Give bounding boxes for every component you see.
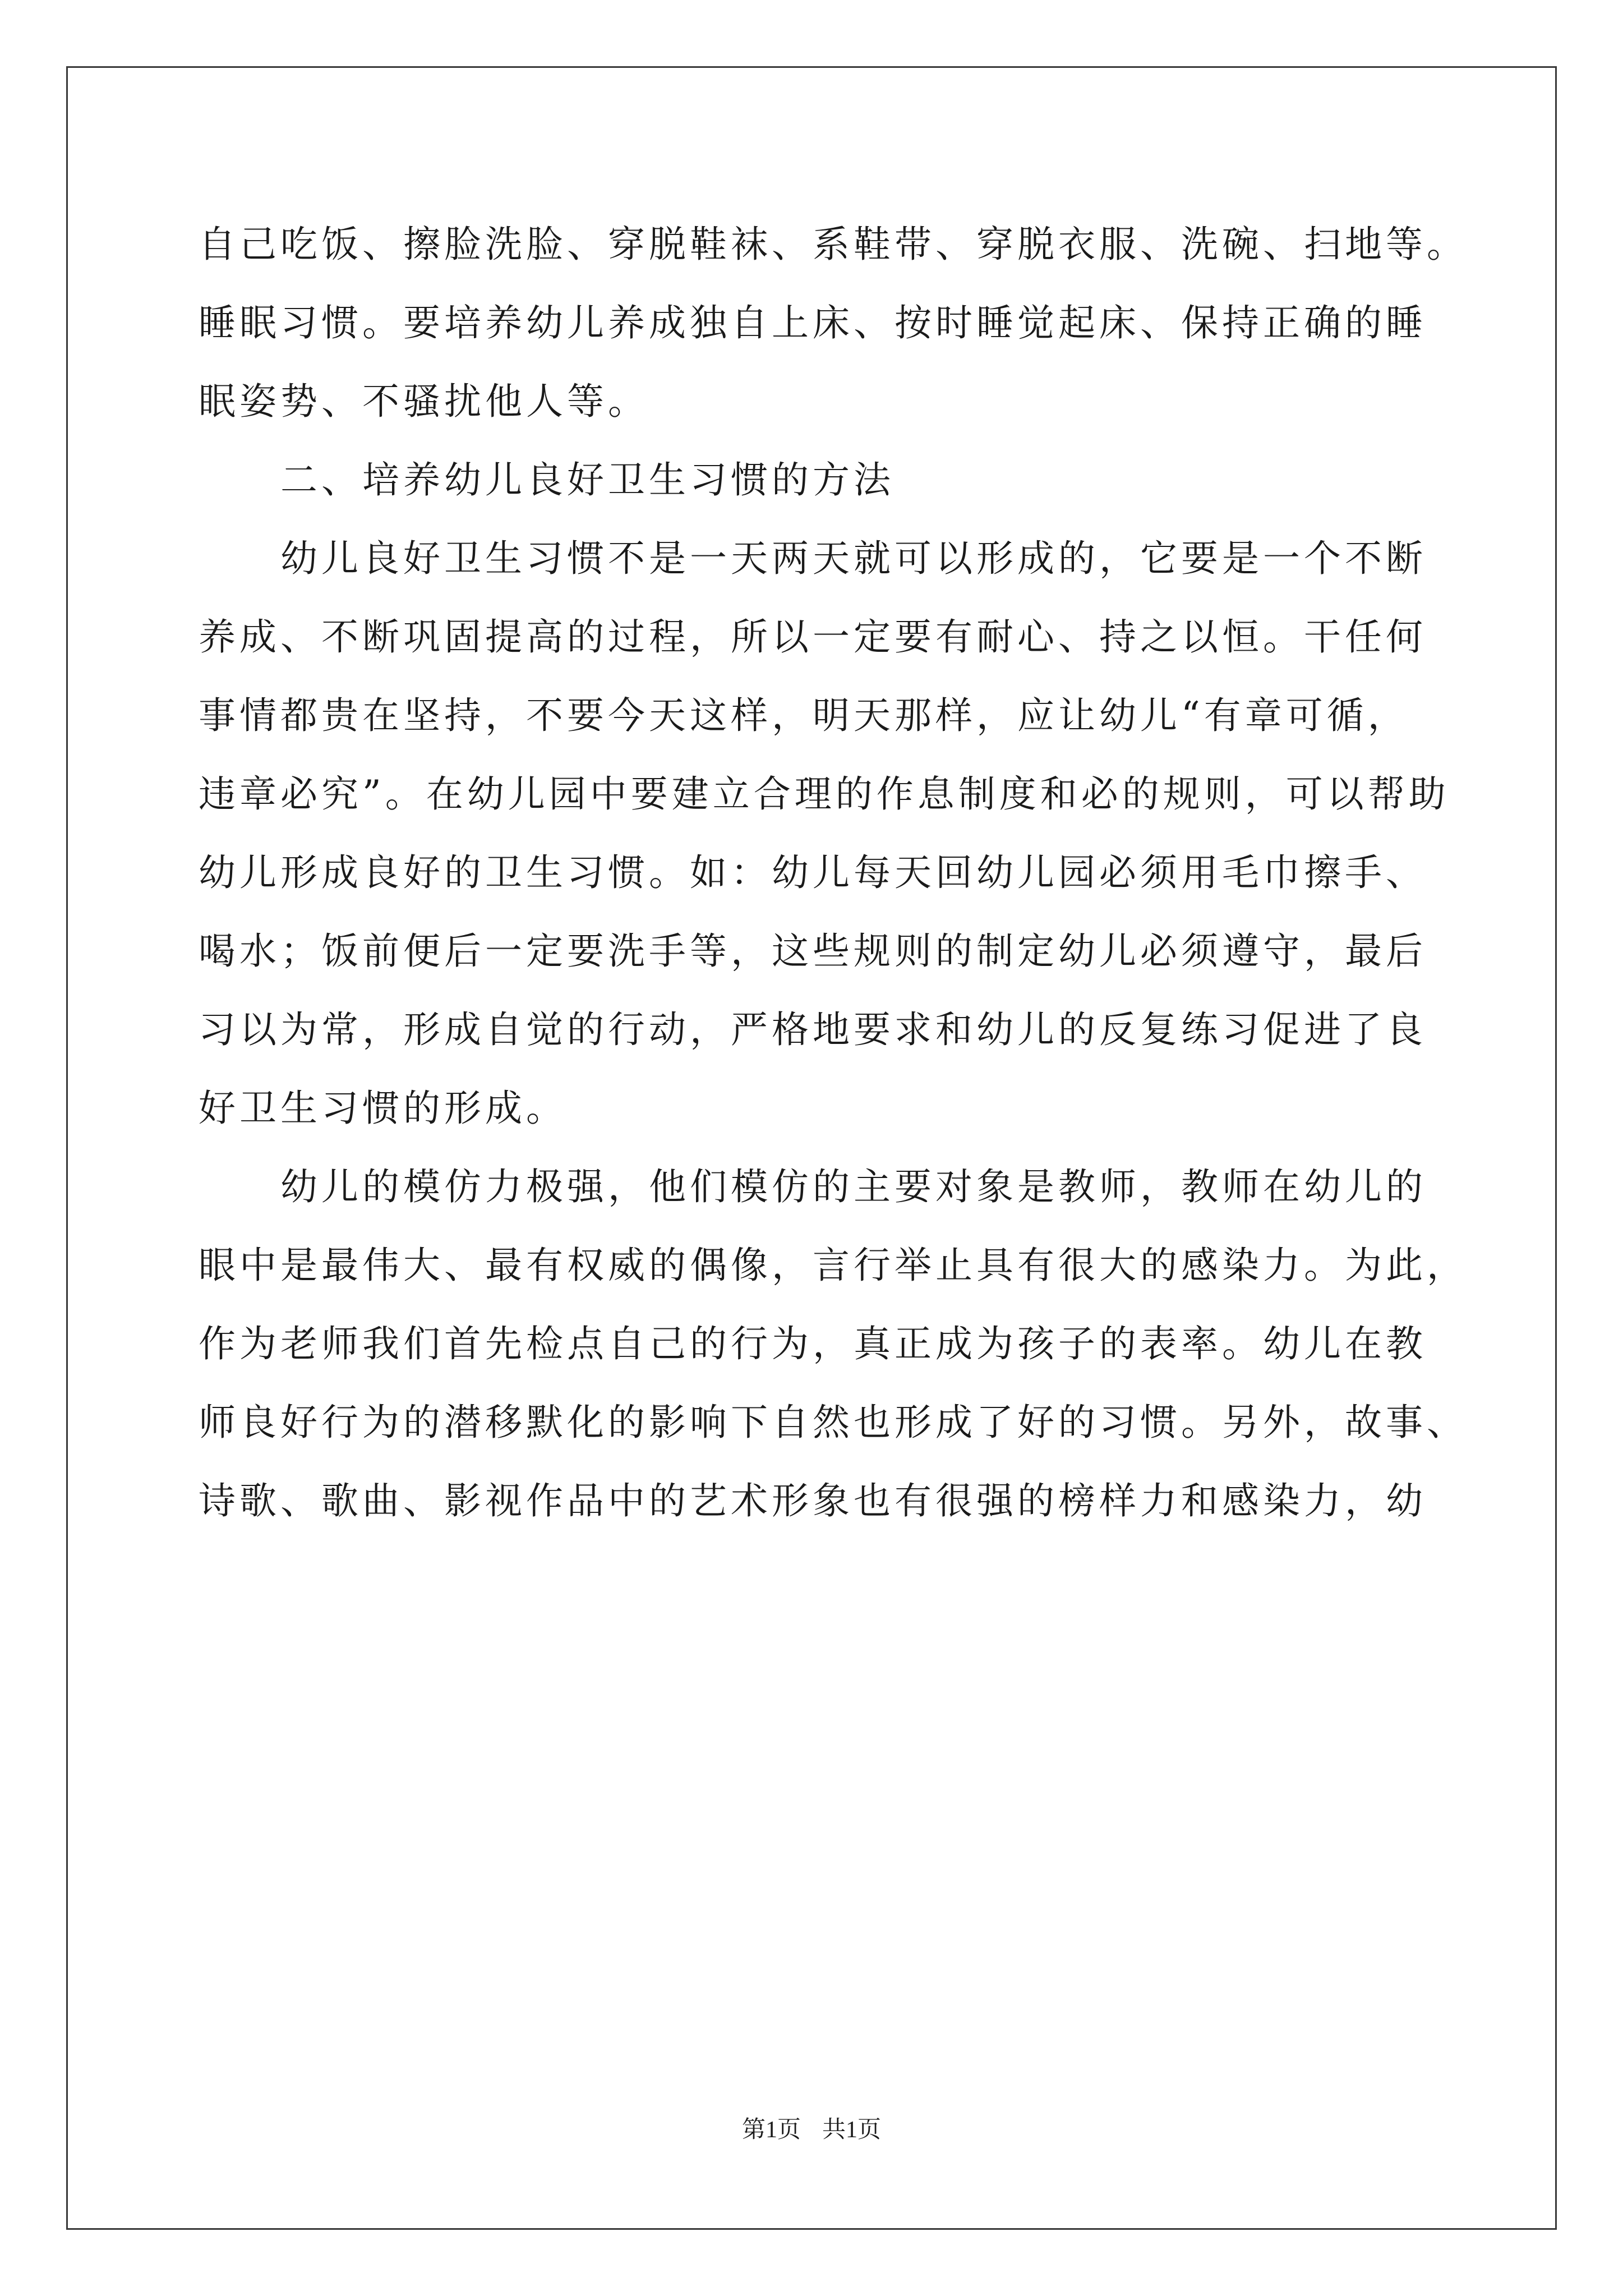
paragraph-line: 作为老师我们首先检点自己的行为，真正成为孩子的表率。幼儿在教: [199, 1322, 1427, 1365]
paragraph-line: 幼儿良好卫生习惯不是一天两天就可以形成的，它要是一个不断: [280, 537, 1427, 580]
paragraph-line: 事情都贵在坚持，不要今天这样，明天那样，应让幼儿“有章可循，: [199, 694, 1409, 737]
paragraph-line: 自己吃饭、擦脸洗脸、穿脱鞋袜、系鞋带、穿脱衣服、洗碗、扫地等。: [199, 223, 1468, 266]
paragraph-line: 好卫生习惯的形成。: [199, 1087, 567, 1130]
paragraph-line: 幼儿形成良好的卫生习惯。如：幼儿每天回幼儿园必须用毛巾擦手、: [199, 851, 1427, 894]
paragraph-line: 眠姿势、不骚扰他人等。: [199, 380, 649, 423]
page-total: 共1页: [822, 2117, 882, 2143]
paragraph-line: 喝水；饭前便后一定要洗手等，这些规则的制定幼儿必须遵守，最后: [199, 930, 1427, 973]
paragraph-line: 违章必究”。在幼儿园中要建立合理的作息制度和必的规则，可以帮助: [199, 772, 1450, 816]
paragraph-line: 幼儿的模仿力极强，他们模仿的主要对象是教师，教师在幼儿的: [280, 1165, 1427, 1208]
page-footer: [0, 2111, 1623, 2145]
section-heading: 二、培养幼儿良好卫生习惯的方法: [280, 458, 895, 501]
paragraph-line: 诗歌、歌曲、影视作品中的艺术形象也有很强的榜样力和感染力，幼: [199, 1479, 1427, 1522]
page-number: 第1页: [741, 2117, 801, 2143]
paragraph-line: 师良好行为的潜移默化的影响下自然也形成了好的习惯。另外，故事、: [199, 1401, 1468, 1444]
paragraph-line: 养成、不断巩固提高的过程，所以一定要有耐心、持之以恒。干任何: [199, 615, 1427, 659]
paragraph-line: 睡眠习惯。要培养幼儿养成独自上床、按时睡觉起床、保持正确的睡: [199, 301, 1427, 344]
paragraph-line: 习以为常，形成自觉的行动，严格地要求和幼儿的反复练习促进了良: [199, 1008, 1427, 1051]
paragraph-line: 眼中是最伟大、最有权威的偶像，言行举止具有很大的感染力。为此，: [199, 1244, 1468, 1287]
